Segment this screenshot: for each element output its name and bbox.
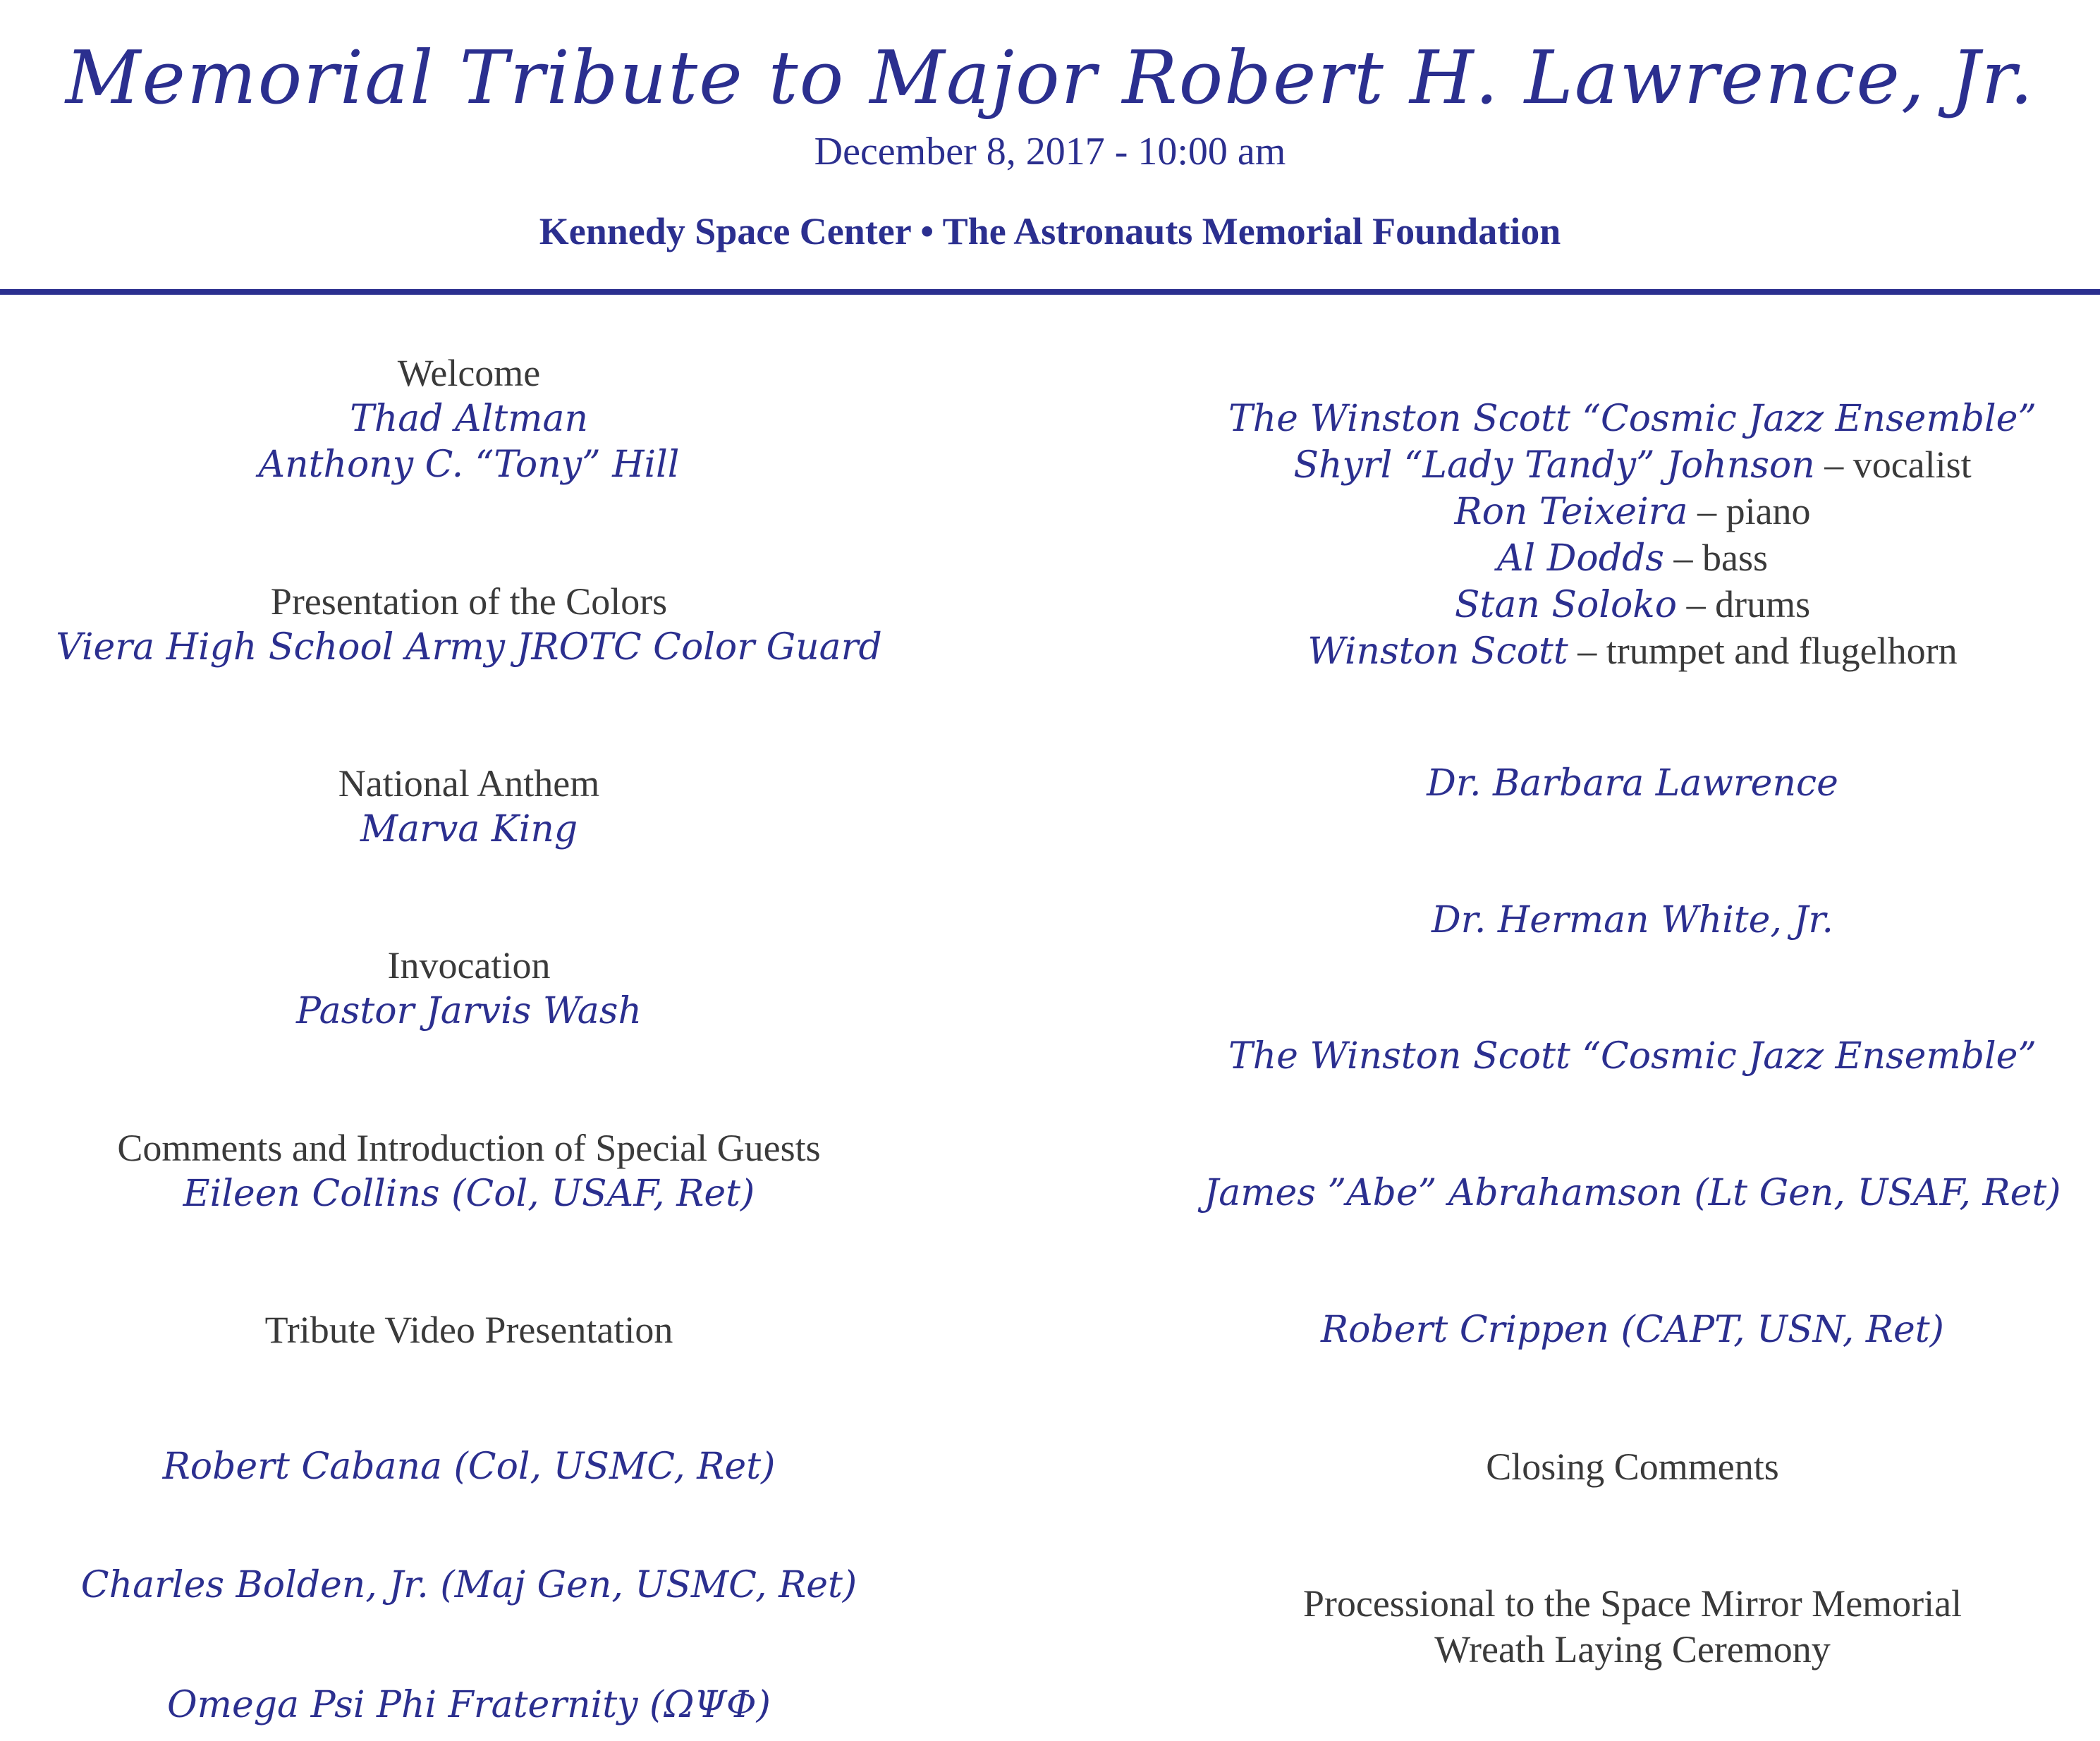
invocation-name: Pastor Jarvis Wash: [296, 990, 642, 1032]
welcome-entry: [0, 350, 938, 488]
herman-name: Dr. Herman White, Jr.: [1431, 899, 1834, 941]
omega-name: Omega Psi Phi Fraternity (ΩΨΦ): [167, 1684, 771, 1726]
anthem-entry: [0, 761, 938, 853]
ensemble-member: [1171, 442, 2094, 489]
event-venue: Kennedy Space Center • The Astronauts Memorial Foundation: [539, 210, 1561, 252]
member-name: Shyrl “Lady Tandy” Johnson: [1293, 444, 1815, 487]
closing-label: Closing Comments: [1486, 1446, 1779, 1488]
member-name: Al Dodds: [1497, 537, 1664, 580]
anthem-name: Marva King: [360, 808, 578, 850]
cabana-name: Robert Cabana (Col, USMC, Ret): [162, 1446, 776, 1488]
cabana-entry: [0, 1444, 938, 1490]
ensemble-member: [1171, 628, 2094, 675]
program-header: [0, 0, 2100, 296]
omega-entry: [0, 1682, 938, 1728]
abrahamson-name: James ”Abe” Abrahamson (Lt Gen, USAF, Ret): [1204, 1172, 2061, 1214]
member-name: Winston Scott: [1307, 630, 1568, 673]
processional-line-1: Processional to the Space Mirror Memorial: [1302, 1582, 1962, 1625]
ensemble-reprise-entry: [1171, 1034, 2094, 1080]
member-role: – vocalist: [1814, 444, 1972, 486]
invocation-entry: [0, 943, 938, 1034]
video-entry: [0, 1307, 938, 1353]
member-role: – trumpet and flugelhorn: [1568, 630, 1958, 672]
event-date: December 8, 2017 - 10:00 am: [814, 130, 1286, 173]
colors-entry: [0, 579, 938, 671]
welcome-name-2: Anthony C. “Tony” Hill: [258, 444, 680, 486]
herman-entry: [1171, 898, 2094, 943]
comments-entry: [0, 1125, 938, 1217]
barbara-name: Dr. Barbara Lawrence: [1427, 762, 1838, 805]
ensemble-member: [1171, 489, 2094, 535]
invocation-label: Invocation: [387, 944, 551, 986]
ensemble-title: The Winston Scott “Cosmic Jazz Ensemble”: [1228, 398, 2037, 440]
ensemble-member: [1171, 582, 2094, 628]
colors-name: Viera High School Army JROTC Color Guard: [56, 626, 882, 668]
welcome-name-1: Thad Altman: [350, 398, 588, 440]
comments-name: Eileen Collins (Col, USAF, Ret): [183, 1173, 755, 1215]
abrahamson-entry: [1171, 1171, 2094, 1216]
crippen-entry: [1171, 1307, 2094, 1353]
member-role: – piano: [1687, 490, 1811, 532]
anthem-label: National Anthem: [338, 762, 600, 805]
page-title: Memorial Tribute to Major Robert H. Lawrence, Jr.: [65, 35, 2035, 121]
member-role: – drums: [1677, 583, 1811, 625]
ensemble-member: [1171, 535, 2094, 582]
bolden-entry: [0, 1563, 938, 1608]
member-role: – bass: [1663, 537, 1768, 579]
ensemble-entry: [1171, 396, 2094, 675]
processional-entry: [1171, 1581, 2094, 1673]
processional-line-2: Wreath Laying Ceremony: [1434, 1628, 1831, 1670]
comments-label: Comments and Introduction of Special Guests: [117, 1127, 821, 1169]
closing-entry: [1171, 1444, 2094, 1490]
header-divider: [0, 289, 2100, 295]
member-name: Stan Soloko: [1454, 584, 1678, 626]
barbara-entry: [1171, 761, 2094, 807]
bolden-name: Charles Bolden, Jr. (Maj Gen, USMC, Ret): [80, 1564, 857, 1606]
welcome-label: Welcome: [397, 352, 541, 394]
crippen-name: Robert Crippen (CAPT, USN, Ret): [1321, 1309, 1944, 1351]
member-name: Ron Teixeira: [1454, 491, 1688, 533]
colors-label: Presentation of the Colors: [270, 580, 668, 623]
ensemble-reprise-title: The Winston Scott “Cosmic Jazz Ensemble”: [1228, 1035, 2037, 1077]
video-label: Tribute Video Presentation: [264, 1309, 673, 1351]
